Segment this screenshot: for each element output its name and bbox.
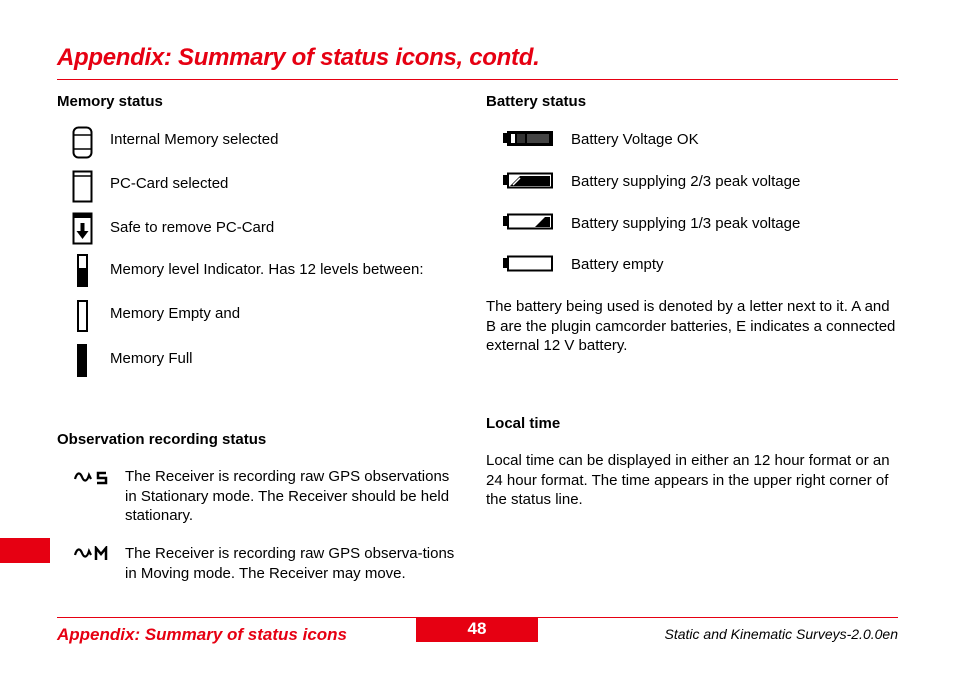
footer-section-title: Appendix: Summary of status icons — [57, 625, 347, 644]
memory-level-icon — [77, 254, 89, 288]
page-title: Appendix: Summary of status icons, contd. — [57, 44, 540, 71]
memory-item-label: PC-Card selected — [110, 175, 229, 192]
memory-full-icon — [77, 344, 89, 378]
memory-item-label: Internal Memory selected — [110, 131, 279, 148]
local-time-heading: Local time — [486, 415, 561, 432]
battery-two-thirds-icon — [503, 172, 555, 190]
battery-item-label: Battery supplying 2/3 peak voltage — [571, 173, 801, 190]
safe-remove-icon — [72, 212, 94, 246]
memory-item-label: Safe to remove PC-Card — [110, 219, 275, 236]
chapter-tab — [0, 538, 50, 563]
memory-status-heading: Memory status — [57, 93, 163, 110]
observation-status-heading: Observation recording status — [57, 431, 267, 448]
battery-ok-icon — [503, 130, 555, 148]
battery-empty-icon — [503, 255, 555, 273]
internal-memory-icon — [72, 126, 94, 160]
battery-item-label: Battery empty — [571, 256, 664, 273]
header-rule — [57, 79, 898, 80]
observation-item-text: The Receiver is recording raw GPS observations in Stationary mode. The Receiver should be held stationary. — [125, 468, 450, 524]
stationary-mode-icon — [74, 470, 110, 486]
memory-item-label: Memory level Indicator. Has 12 levels between: — [110, 261, 424, 278]
page-number: 48 — [416, 618, 538, 642]
battery-note: The battery being used is denoted by a letter next to it. A and B are the plugin camcorder batteries, E indicates a connected external 12 V battery. — [486, 298, 896, 354]
footer-document-name: Static and Kinematic Surveys-2.0.0en — [664, 626, 898, 642]
memory-empty-icon — [77, 300, 89, 334]
battery-item-label: Battery Voltage OK — [571, 131, 699, 148]
memory-item-label: Memory Empty and — [110, 305, 241, 322]
pc-card-icon — [72, 170, 94, 204]
memory-item-label: Memory Full — [110, 350, 193, 367]
battery-status-heading: Battery status — [486, 93, 587, 110]
moving-mode-icon — [74, 546, 110, 562]
local-time-text: Local time can be displayed in either an 12 hour format or an 24 hour format. The time appears in the upper right corner of the status line. — [486, 452, 890, 508]
battery-item-label: Battery supplying 1/3 peak voltage — [571, 215, 801, 232]
observation-item-text: The Receiver is recording raw GPS observa-tions in Moving mode. The Receiver may move. — [125, 545, 455, 582]
battery-one-third-icon — [503, 213, 555, 231]
